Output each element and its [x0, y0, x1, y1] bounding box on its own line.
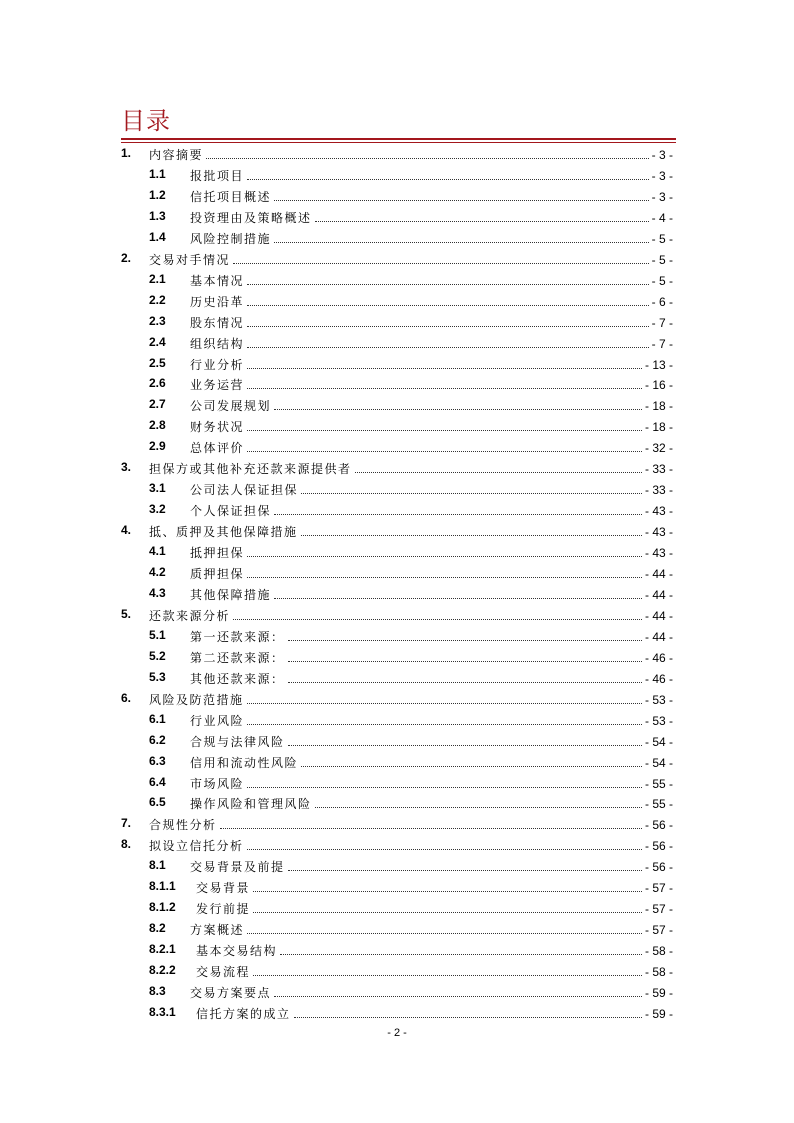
- toc-entry-number: 8.1: [149, 858, 166, 873]
- toc-dot-leader: [247, 933, 642, 934]
- toc-dot-leader: [288, 745, 642, 746]
- toc-entry-page: - 53 -: [644, 713, 673, 728]
- toc-entry-line: [190, 314, 673, 331]
- toc-dot-leader: [247, 724, 642, 725]
- toc-entry-number: 8.1.1: [149, 879, 176, 894]
- toc-entry-line: [190, 335, 673, 352]
- toc-entry-title: 担保方或其他补充还款来源提供者: [149, 462, 352, 477]
- toc-entry-title: 股东情况: [190, 315, 245, 330]
- toc-entry-line: [196, 1005, 673, 1022]
- toc-entry-title: 组织结构: [190, 336, 245, 351]
- toc-entry-title: 公司法人保证担保: [190, 483, 299, 498]
- toc-entry-number: 8.2.1: [149, 942, 176, 957]
- toc-entry[interactable]: [0, 165, 794, 186]
- toc-entry-page: - 3 -: [651, 189, 673, 204]
- toc-entry[interactable]: [0, 961, 794, 982]
- toc-entry-page: - 54 -: [644, 755, 673, 770]
- toc-entry[interactable]: [0, 1003, 794, 1024]
- toc-entry-title: 操作风险和管理风险: [190, 797, 312, 812]
- toc-entry-title: 第二还款来源：: [190, 650, 285, 665]
- toc-entry-page: - 18 -: [644, 399, 673, 414]
- toc-entry-title: 风险及防范措施: [149, 692, 244, 707]
- toc-entry-page: - 57 -: [644, 881, 673, 896]
- toc-dot-leader: [288, 870, 642, 871]
- toc-entry-number: 8.2.2: [149, 963, 176, 978]
- toc-entry-line: [190, 858, 673, 875]
- toc-entry-line: [190, 775, 673, 792]
- toc-entry-number: 5.: [121, 606, 132, 621]
- toc-entry-number: 2.3: [149, 313, 166, 328]
- toc-entry-page: - 4 -: [651, 210, 673, 225]
- toc-entry-line: [190, 984, 673, 1001]
- toc-entry-page: - 3 -: [651, 168, 673, 183]
- toc-entry-title: 财务状况: [190, 420, 245, 435]
- toc-entry-page: - 44 -: [644, 567, 673, 581]
- toc-dot-leader: [253, 975, 642, 976]
- toc-dot-leader: [247, 305, 649, 306]
- toc-entry-number: 4.: [121, 523, 132, 538]
- toc-dot-leader: [274, 996, 642, 997]
- toc-entry[interactable]: [0, 710, 794, 731]
- toc-entry-title: 内容摘要: [149, 148, 204, 162]
- toc-entry-number: 2.6: [149, 376, 166, 391]
- toc-entry-number: 4.3: [149, 585, 166, 600]
- toc-entry-number: 2.2: [149, 292, 166, 307]
- toc-entry-line: [149, 816, 673, 833]
- toc-entry-title: 交易对手情况: [149, 252, 231, 267]
- toc-dot-leader: [355, 472, 642, 473]
- toc-entry-title: 抵、质押及其他保障措施: [149, 525, 298, 540]
- toc-entry-line: [190, 272, 673, 289]
- toc-entry-number: 8.3: [149, 984, 166, 998]
- toc-entry[interactable]: [0, 333, 794, 354]
- toc-dot-leader: [274, 409, 642, 410]
- toc-entry[interactable]: [0, 291, 794, 312]
- toc-entry-line: [190, 565, 673, 582]
- toc-entry-title: 行业风险: [190, 713, 245, 728]
- toc-entry-number: 5.1: [149, 627, 166, 642]
- toc-entry-title: 其他保障措施: [190, 587, 272, 602]
- toc-entry[interactable]: [0, 752, 794, 773]
- toc-entry[interactable]: [0, 437, 794, 458]
- heading-rule-thick: [121, 138, 676, 140]
- toc-entry-page: - 6 -: [651, 294, 673, 309]
- toc-entry-number: 8.1.2: [149, 900, 176, 915]
- toc-entry[interactable]: [0, 542, 794, 563]
- toc-entry[interactable]: [0, 668, 794, 689]
- toc-entry-title: 市场风险: [190, 776, 245, 791]
- toc-dot-leader: [301, 493, 642, 494]
- toc-entry-line: [190, 439, 673, 456]
- toc-entry-number: 4.1: [149, 544, 166, 559]
- toc-entry-title: 基本交易结构: [196, 944, 278, 959]
- toc-entry[interactable]: [0, 521, 794, 542]
- toc-entry-title: 质押担保: [190, 567, 245, 581]
- toc-entry-line: [190, 670, 673, 687]
- toc-entry-page: - 58 -: [644, 944, 673, 959]
- toc-entry-title: 风险控制措施: [190, 231, 272, 246]
- toc-entry-page: - 53 -: [644, 692, 673, 707]
- toc-entry-page: - 5 -: [651, 273, 673, 288]
- toc-dot-leader: [274, 598, 642, 599]
- toc-entry-number: 3.: [121, 460, 132, 475]
- toc-entry-title: 信托方案的成立: [196, 1006, 291, 1021]
- toc-entry-title: 交易方案要点: [190, 986, 272, 1000]
- toc-entry-number: 6.: [121, 690, 132, 705]
- toc-entry-title: 交易背景及前提: [190, 860, 285, 875]
- toc-dot-leader: [247, 430, 642, 431]
- toc-entry[interactable]: [0, 186, 794, 207]
- toc-dot-leader: [247, 577, 642, 578]
- toc-entry-page: - 56 -: [644, 839, 673, 854]
- toc-entry-title: 合规与法律风险: [190, 734, 285, 749]
- toc-entry-line: [190, 733, 673, 750]
- toc-entry[interactable]: [0, 919, 794, 940]
- toc-entry-line: [190, 754, 673, 771]
- toc-entry-line: [190, 167, 673, 184]
- toc-entry-number: 1.: [121, 146, 132, 160]
- toc-entry-page: - 7 -: [651, 336, 673, 351]
- toc-dot-leader: [220, 828, 642, 829]
- toc-entry-line: [190, 376, 673, 393]
- toc-entry-number: 6.1: [149, 711, 166, 726]
- toc-entry[interactable]: [0, 626, 794, 647]
- toc-dot-leader: [253, 891, 642, 892]
- toc-entry-title: 公司发展规划: [190, 399, 272, 414]
- toc-entry[interactable]: [0, 354, 794, 375]
- toc-entry[interactable]: [0, 856, 794, 877]
- toc-dot-leader: [274, 242, 649, 243]
- toc-entry-title: 还款来源分析: [149, 608, 231, 623]
- toc-dot-leader: [247, 787, 642, 788]
- toc-entry-number: 2.9: [149, 439, 166, 454]
- toc-entry[interactable]: [0, 207, 794, 228]
- toc-entry-page: - 5 -: [651, 231, 673, 246]
- toc-entry[interactable]: [0, 940, 794, 961]
- toc-entry-title: 个人保证担保: [190, 504, 272, 519]
- toc-dot-leader: [247, 388, 642, 389]
- toc-entry-page: - 7 -: [651, 315, 673, 330]
- toc-entry[interactable]: [0, 898, 794, 919]
- toc-entry-line: [190, 230, 673, 247]
- toc-entry-number: 6.3: [149, 753, 166, 768]
- toc-entry-page: - 43 -: [644, 504, 673, 519]
- toc-entry[interactable]: [0, 647, 794, 668]
- toc-heading: 目录: [121, 107, 171, 135]
- toc-entry-line: [149, 146, 673, 163]
- toc-entry-title: 第一还款来源：: [190, 629, 285, 644]
- toc-entry-title: 拟设立信托分析: [149, 839, 244, 854]
- toc-entry-number: 3.2: [149, 502, 166, 517]
- toc-entry-page: - 18 -: [644, 420, 673, 435]
- page-number-footer: - 2 -: [387, 1027, 407, 1039]
- toc-entry-number: 4.2: [149, 565, 166, 579]
- toc-entry[interactable]: [0, 458, 794, 479]
- toc-entry[interactable]: [0, 605, 794, 626]
- toc-entry-page: - 33 -: [644, 462, 673, 477]
- toc-entry-number: 8.3.1: [149, 1004, 176, 1019]
- toc-entry-number: 5.2: [149, 648, 166, 663]
- toc-entry-line: [149, 837, 673, 854]
- toc-entry-line: [149, 607, 673, 624]
- toc-dot-leader: [294, 1017, 642, 1018]
- toc-entry-line: [190, 795, 673, 812]
- toc-entry-page: - 44 -: [644, 629, 673, 644]
- toc-entry-page: - 46 -: [644, 671, 673, 686]
- toc-entry-line: [190, 209, 673, 226]
- toc-entry-page: - 32 -: [644, 441, 673, 456]
- toc-entry-line: [196, 963, 673, 980]
- toc-entry-line: [196, 879, 673, 896]
- toc-entry-number: 8.: [121, 837, 132, 852]
- toc-entry[interactable]: [0, 814, 794, 835]
- toc-entry[interactable]: [0, 228, 794, 249]
- toc-dot-leader: [206, 158, 649, 159]
- toc-entry[interactable]: [0, 500, 794, 521]
- toc-entry-line: [196, 900, 673, 917]
- toc-entry-line: [149, 460, 673, 477]
- toc-entry-page: - 16 -: [644, 378, 673, 393]
- toc-entry-number: 7.: [121, 816, 132, 831]
- toc-entry-page: - 43 -: [644, 525, 673, 540]
- toc-entry[interactable]: [0, 689, 794, 710]
- toc-entry-title: 交易背景: [196, 881, 251, 896]
- toc-entry-title: 报批项目: [190, 168, 245, 183]
- toc-entry-line: [190, 921, 673, 938]
- toc-dot-leader: [274, 200, 649, 201]
- toc-entry[interactable]: [0, 563, 794, 584]
- toc-dot-leader: [288, 640, 642, 641]
- toc-entry-line: [190, 188, 673, 205]
- toc-dot-leader: [301, 766, 642, 767]
- toc-dot-leader: [233, 619, 642, 620]
- toc-entry-number: 8.2: [149, 921, 166, 936]
- toc-dot-leader: [288, 682, 642, 683]
- toc-entry-number: 1.4: [149, 229, 166, 244]
- toc-entry-title: 投资理由及策略概述: [190, 210, 312, 225]
- toc-entry-page: - 59 -: [644, 986, 673, 1000]
- toc-entry[interactable]: [0, 395, 794, 416]
- toc-entry[interactable]: [0, 773, 794, 794]
- toc-entry-page: - 57 -: [644, 902, 673, 917]
- toc-entry-page: - 54 -: [644, 734, 673, 749]
- toc-entry-page: - 59 -: [644, 1006, 673, 1021]
- toc-entry-page: - 13 -: [644, 357, 673, 372]
- toc-entry-title: 总体评价: [190, 441, 245, 456]
- toc-entry[interactable]: [0, 416, 794, 437]
- toc-entry-number: 2.: [121, 250, 132, 265]
- toc-entry[interactable]: [0, 270, 794, 291]
- toc-entry-line: [190, 712, 673, 729]
- toc-dot-leader: [280, 954, 642, 955]
- toc-entry-line: [190, 356, 673, 373]
- toc-dot-leader: [301, 535, 642, 536]
- toc-entry-title: 发行前提: [196, 902, 251, 917]
- toc-dot-leader: [247, 703, 642, 704]
- toc-entry-page: - 44 -: [644, 587, 673, 602]
- toc-dot-leader: [253, 912, 642, 913]
- toc-entry-page: - 33 -: [644, 483, 673, 498]
- heading-rule-thin: [121, 142, 676, 143]
- toc-entry-line: [190, 293, 673, 310]
- toc-entry[interactable]: [0, 249, 794, 270]
- toc-dot-leader: [247, 451, 642, 452]
- toc-entry-line: [190, 628, 673, 645]
- toc-entry-page: - 43 -: [644, 546, 673, 561]
- toc-entry-line: [190, 481, 673, 498]
- toc-entry-page: - 56 -: [644, 818, 673, 833]
- toc-entry-page: - 3 -: [651, 148, 673, 162]
- toc-entry-title: 历史沿革: [190, 294, 245, 309]
- toc-entry-line: [190, 649, 673, 666]
- toc-entry-line: [190, 502, 673, 519]
- toc-entry-number: 2.5: [149, 355, 166, 370]
- toc-entry-number: 2.8: [149, 418, 166, 433]
- toc-entry[interactable]: [0, 835, 794, 856]
- toc-dot-leader: [247, 284, 649, 285]
- toc-entry-title: 信托项目概述: [190, 189, 272, 204]
- toc-entry[interactable]: [0, 312, 794, 333]
- toc-entry-number: 1.2: [149, 187, 166, 202]
- toc-entry[interactable]: [0, 982, 794, 1003]
- toc-entry-page: - 57 -: [644, 923, 673, 938]
- toc-dot-leader: [315, 221, 649, 222]
- toc-entry-number: 3.1: [149, 481, 166, 496]
- toc-entry-title: 基本情况: [190, 273, 245, 288]
- toc-entry[interactable]: [0, 144, 794, 165]
- toc-dot-leader: [274, 514, 642, 515]
- toc-entry-line: [190, 397, 673, 414]
- toc-entry[interactable]: [0, 793, 794, 814]
- toc-entry-number: 6.2: [149, 732, 166, 747]
- toc-entry[interactable]: [0, 584, 794, 605]
- toc-entry-number: 2.7: [149, 397, 166, 412]
- toc-dot-leader: [233, 263, 649, 264]
- toc-entry-line: [190, 418, 673, 435]
- toc-entry-title: 行业分析: [190, 357, 245, 372]
- toc-dot-leader: [288, 661, 642, 662]
- toc-entry-number: 5.3: [149, 669, 166, 684]
- toc-entry-line: [149, 251, 673, 268]
- toc-entry-page: - 55 -: [644, 797, 673, 812]
- toc-entry-page: - 5 -: [651, 252, 673, 267]
- toc-entry-number: 6.4: [149, 774, 166, 789]
- toc-dot-leader: [247, 326, 649, 327]
- toc-dot-leader: [247, 849, 642, 850]
- toc-entry-line: [196, 942, 673, 959]
- toc-entry-line: [190, 544, 673, 561]
- toc-entry-page: - 56 -: [644, 860, 673, 875]
- toc-entry-title: 业务运营: [190, 378, 245, 393]
- toc-entry-title: 合规性分析: [149, 818, 217, 833]
- toc-entry-title: 其他还款来源：: [190, 671, 285, 686]
- toc-entry-number: 1.1: [149, 166, 166, 181]
- toc-entry-line: [149, 523, 673, 540]
- toc-entry-title: 抵押担保: [190, 546, 245, 561]
- toc-entry-title: 信用和流动性风险: [190, 755, 299, 770]
- toc-entry-line: [149, 691, 673, 708]
- toc-entry-page: - 46 -: [644, 650, 673, 665]
- toc-dot-leader: [247, 556, 642, 557]
- toc-entry-number: 2.1: [149, 271, 166, 286]
- toc-entry-number: 1.3: [149, 208, 166, 223]
- toc-dot-leader: [247, 179, 649, 180]
- toc-entry-title: 交易流程: [196, 965, 251, 980]
- toc-entry-page: - 55 -: [644, 776, 673, 791]
- toc-entry-page: - 58 -: [644, 965, 673, 980]
- toc-entry[interactable]: [0, 374, 794, 395]
- toc-dot-leader: [247, 347, 649, 348]
- toc-entry-number: 2.4: [149, 334, 166, 349]
- toc-entry[interactable]: [0, 877, 794, 898]
- toc-entry-page: - 44 -: [644, 608, 673, 623]
- toc-entry-line: [190, 586, 673, 603]
- toc-dot-leader: [247, 368, 642, 369]
- toc-entry[interactable]: [0, 731, 794, 752]
- toc-entry-title: 方案概述: [190, 923, 245, 938]
- toc-dot-leader: [315, 807, 642, 808]
- toc-entry[interactable]: [0, 479, 794, 500]
- toc-entry-number: 6.5: [149, 795, 166, 810]
